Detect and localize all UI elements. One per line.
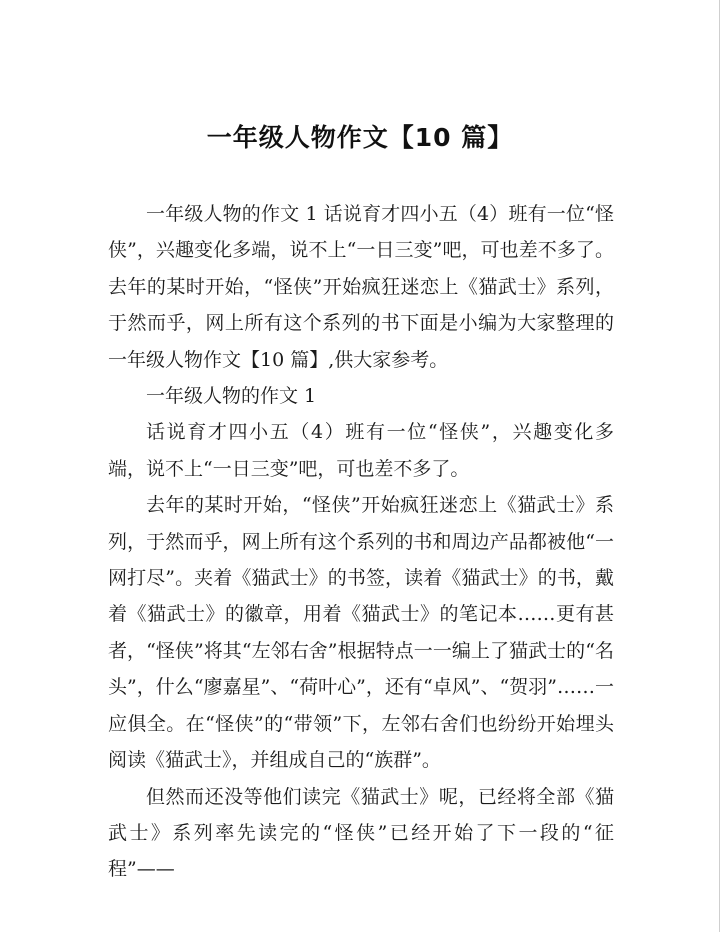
body-paragraph: 话说育才四小五（4）班有一位“怪侠”，兴趣变化多端，说不上“一日三变”吧，可也差不多了。 — [108, 421, 614, 480]
document-body — [108, 196, 614, 888]
intro-paragraph: 一年级人物的作文 1 话说育才四小五（4）班有一位“怪侠”，兴趣变化多端，说不上“一日三变”吧，可也差不多了。去年的某时开始，“怪侠”开始疯狂迷恋上《猫武士》系列，于然而乎，网上所有这个系列的书下面是小编为大家整理的一年级人物作文【10 篇】,供大家参考。 — [108, 203, 614, 371]
body-paragraph: 去年的某时开始，“怪侠”开始疯狂迷恋上《猫武士》系列，于然而乎，网上所有这个系列的书和周边产品都被他“一网打尽”。夹着《猫武士》的书签，读着《猫武士》的书，戴着《猫武士》的徽章，用着《猫武士》的笔记本……更有甚者，“怪侠”将其“左邻右舍”根据特点一一编上了猫武士的“名头”，什么“廖嘉星”、“荷叶心”，还有“卓风”、“贺羽”……一应俱全。在“怪侠”的“带领”下，左邻右舍们也纷纷开始埋头阅读《猫武士》，并组成自己的“族群”。 — [108, 494, 614, 772]
section-heading: 一年级人物的作文 1 — [146, 385, 317, 408]
document-title: 一年级人物作文【10 篇】 — [206, 123, 514, 152]
body-paragraph: 但然而还没等他们读完《猫武士》呢，已经将全部《猫武士》系列率先读完的“怪侠”已经开始了下一段的“征程”—— — [108, 785, 614, 881]
